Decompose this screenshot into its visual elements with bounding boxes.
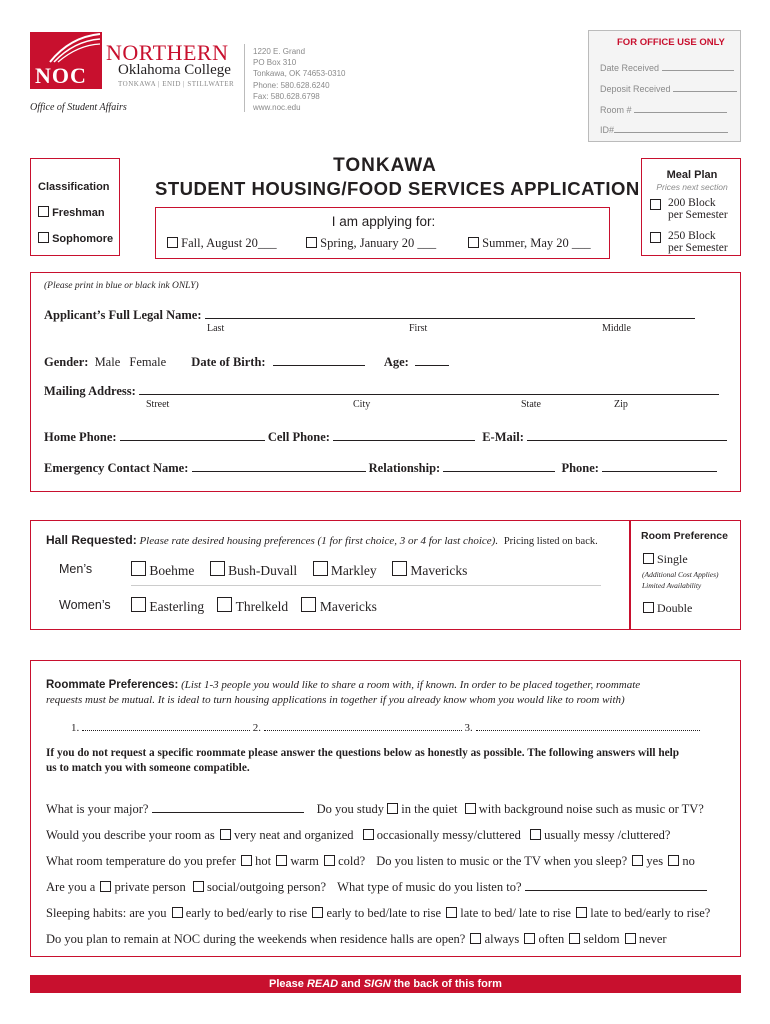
hall-option-mavericks-women[interactable] <box>301 599 376 614</box>
temp-warm-label: warm <box>290 854 319 868</box>
roommate-2-number: 2. <box>252 722 261 734</box>
temp-warm-checkbox[interactable] <box>276 855 287 866</box>
first-sublabel: First <box>409 323 428 334</box>
roommate-3-field[interactable] <box>476 720 700 731</box>
single-checkbox[interactable] <box>643 553 654 564</box>
address-line: PO Box 310 <box>253 58 297 68</box>
page-title: STUDENT HOUSING/FOOD SERVICES APPLICATION <box>155 178 640 199</box>
hall-option-markley[interactable] <box>313 563 377 578</box>
hall-option-bush-duvall[interactable] <box>210 563 297 578</box>
threlkeld-label: Threlkeld <box>235 599 289 614</box>
city-sublabel: City <box>353 399 371 410</box>
weekend-never-label: never <box>638 932 667 946</box>
classification-label: Classification <box>38 181 110 193</box>
weekend-question: Do you plan to remain at NOC during the weekends when residence halls are open? <box>46 932 466 946</box>
zip-sublabel: Zip <box>614 399 628 410</box>
meal-plan-note: Prices next section <box>656 182 728 192</box>
major-row <box>46 802 704 817</box>
full-name-field[interactable] <box>205 308 695 319</box>
compatibility-note <box>46 746 736 776</box>
sleeping-question: Sleeping habits: are you <box>46 906 167 920</box>
markley-rank-box[interactable] <box>313 561 328 576</box>
sleep-late-early-checkbox[interactable] <box>576 907 587 918</box>
sleeping-row <box>46 906 710 921</box>
room-occasional-label: occasionally messy/cluttered <box>376 828 521 842</box>
sleep-early-early-checkbox[interactable] <box>172 907 183 918</box>
room-messy-label: usually messy /cluttered? <box>544 828 671 842</box>
id-field[interactable] <box>614 122 728 133</box>
mavericks-men-label: Mavericks <box>410 563 468 578</box>
room-describe-question: Would you describe your room as <box>46 828 215 842</box>
sophomore-option[interactable] <box>38 232 113 245</box>
spring-checkbox[interactable] <box>306 237 317 248</box>
footer-text-c: and <box>338 978 364 990</box>
mavericks-women-rank-box[interactable] <box>301 597 316 612</box>
phone-row <box>44 430 727 445</box>
study-question: Do you study <box>316 802 385 816</box>
room-number-text: Room # <box>600 105 632 115</box>
single-option[interactable] <box>643 552 688 567</box>
date-received-field[interactable] <box>662 60 734 71</box>
mailing-label: Mailing Address: <box>44 384 136 398</box>
roommate-1-field[interactable] <box>82 720 250 731</box>
single-label: Single <box>657 552 688 566</box>
major-question: What is your major? <box>46 802 149 816</box>
music-type-question: What type of music do you listen to? <box>337 880 522 894</box>
hall-option-threlkeld[interactable] <box>217 599 288 614</box>
roommate-instr-b: requests must be mutual. It is ideal to turn housing applications in together if you already know whom you would like to room with) <box>46 694 625 706</box>
emergency-row <box>44 461 717 476</box>
cell-phone-label: Cell Phone: <box>267 430 330 444</box>
hall-header <box>46 533 598 547</box>
spring-option[interactable] <box>306 236 436 251</box>
roommate-header <box>46 678 731 708</box>
major-field[interactable] <box>152 802 304 813</box>
address-block <box>253 46 346 113</box>
weekend-always-label: always <box>484 932 520 946</box>
last-sublabel: Last <box>207 323 225 334</box>
sleep-music-no-checkbox[interactable] <box>668 855 679 866</box>
meal-250-line2: per Semester <box>668 242 728 254</box>
mavericks-men-rank-box[interactable] <box>392 561 407 576</box>
study-noise-checkbox[interactable] <box>465 803 476 814</box>
age-field[interactable] <box>415 355 449 366</box>
address-line: Fax: 580.628.6798 <box>253 91 320 101</box>
applying-for-label: I am applying for: <box>331 214 436 229</box>
meal-250-checkbox[interactable] <box>650 232 661 243</box>
room-preference-label: Room Preference <box>641 530 728 542</box>
date-received-text: Date Received <box>600 63 660 73</box>
single-note2: Limited Availability <box>642 581 702 590</box>
private-person-checkbox[interactable] <box>100 881 111 892</box>
meal-plan-box <box>641 158 741 256</box>
logo-name-line2: Oklahoma College <box>118 62 231 78</box>
compatibility-note-a: If you do not request a specific roommate please answer the questions below as honestly as possible. The following answers will help <box>46 747 680 759</box>
summer-checkbox[interactable] <box>468 237 479 248</box>
hall-divider <box>131 585 601 586</box>
spring-label: Spring, January 20 ___ <box>320 236 437 250</box>
temp-cold-label: cold? <box>338 854 366 868</box>
sophomore-label: Sophomore <box>52 233 114 245</box>
private-person-label: private person <box>114 880 186 894</box>
room-number-field[interactable] <box>634 102 727 113</box>
mens-halls <box>131 561 467 579</box>
hall-option-easterling[interactable] <box>131 599 204 614</box>
ink-note: (Please print in blue or black ink ONLY) <box>44 281 199 291</box>
home-phone-label: Home Phone: <box>44 430 117 444</box>
date-received-label <box>600 60 734 73</box>
weekend-seldom-label: seldom <box>583 932 620 946</box>
study-quiet-checkbox[interactable] <box>387 803 398 814</box>
hall-requested-label: Hall Requested: <box>46 533 137 547</box>
dob-label: Date of Birth: <box>191 355 266 369</box>
meal-200-line1: 200 Block <box>668 197 716 209</box>
weekend-never-checkbox[interactable] <box>625 933 636 944</box>
sleep-early-late-label: early to bed/late to rise <box>326 906 441 920</box>
roommate-1-number: 1. <box>71 722 80 734</box>
roommate-label: Roommate Preferences: <box>46 679 179 691</box>
address-line: 1220 E. Grand <box>253 47 306 56</box>
footer-text-e: the back of this form <box>390 978 502 990</box>
sleep-music-no-label: no <box>682 854 695 868</box>
weekend-always-checkbox[interactable] <box>470 933 481 944</box>
id-text: ID# <box>600 125 615 135</box>
sleep-late-late-label: late to bed/ late to rise <box>460 906 571 920</box>
emergency-contact-field[interactable] <box>192 461 366 472</box>
roommate-2-field[interactable] <box>264 720 462 731</box>
office-use-title: FOR OFFICE USE ONLY <box>617 37 725 48</box>
hall-instructions: Please rate desired housing preferences (1 for first choice, 3 or 4 for last choice). <box>139 535 499 547</box>
fall-label: Fall, August 20___ <box>181 236 277 250</box>
logo-campuses: TONKAWA | ENID | STILLWATER <box>118 80 235 88</box>
summer-option[interactable] <box>468 236 591 251</box>
deposit-received-label <box>600 81 737 94</box>
header-divider <box>244 44 245 112</box>
womens-label: Women’s <box>59 598 111 612</box>
gender-row <box>44 355 449 370</box>
sleep-music-yes-label: yes <box>646 854 664 868</box>
threlkeld-rank-box[interactable] <box>217 597 232 612</box>
relationship-label: Relationship: <box>368 461 441 475</box>
study-noise-label: with background noise such as music or TV? <box>478 802 704 816</box>
footer-read: READ <box>306 978 339 990</box>
easterling-rank-box[interactable] <box>131 597 146 612</box>
logo-name-line1: NORTHERN <box>106 40 229 65</box>
freshman-option[interactable] <box>38 206 105 219</box>
title-line1: TONKAWA <box>333 155 437 176</box>
classification-box <box>30 158 120 256</box>
sleep-early-late-checkbox[interactable] <box>312 907 323 918</box>
cell-phone-field[interactable] <box>333 430 475 441</box>
room-neat-checkbox[interactable] <box>220 829 231 840</box>
roommate-instr-a: (List 1-3 people you would like to share a room with, if known. In order to be placed together, roommate <box>181 679 641 691</box>
room-occasional-checkbox[interactable] <box>363 829 374 840</box>
sleep-early-early-label: early to bed/early to rise <box>185 906 308 920</box>
temp-hot-label: hot <box>255 854 272 868</box>
fall-option[interactable] <box>167 236 277 251</box>
meal-200-label <box>668 197 728 221</box>
emergency-phone-field[interactable] <box>602 461 717 472</box>
freshman-label: Freshman <box>52 207 105 219</box>
sleep-music-question: Do you listen to music or the TV when you sleep? <box>376 854 628 868</box>
personality-row <box>46 880 707 895</box>
name-row <box>44 308 695 323</box>
room-neat-label: very neat and organized <box>234 828 354 842</box>
address-line: Phone: 580.628.6240 <box>253 80 330 90</box>
state-sublabel: State <box>521 399 541 410</box>
double-label: Double <box>657 601 693 615</box>
weekend-seldom-checkbox[interactable] <box>569 933 580 944</box>
meal-250-line1: 250 Block <box>668 230 716 242</box>
boehme-label: Boehme <box>149 563 195 578</box>
street-sublabel: Street <box>146 399 170 410</box>
emergency-contact-label: Emergency Contact Name: <box>44 461 189 475</box>
footer-sign: SIGN <box>363 978 391 990</box>
dob-field[interactable] <box>273 355 365 366</box>
mens-label: Men’s <box>59 562 93 576</box>
weekend-row <box>46 932 667 947</box>
dept-name: Office of Student Affairs <box>30 102 127 113</box>
markley-label: Markley <box>330 563 377 578</box>
fall-checkbox[interactable] <box>167 237 178 248</box>
relationship-field[interactable] <box>443 461 555 472</box>
email-field[interactable] <box>527 430 727 441</box>
womens-halls <box>131 597 377 615</box>
office-use-box <box>588 30 741 142</box>
hall-requested-box <box>30 520 630 630</box>
meal-200-checkbox[interactable] <box>650 199 661 210</box>
meal-250-label <box>668 230 728 254</box>
roommate-box <box>30 660 741 957</box>
deposit-received-field[interactable] <box>673 81 737 92</box>
footer-bar <box>30 975 741 993</box>
applying-for-box <box>155 207 610 259</box>
single-note1: (Additional Cost Applies) <box>642 570 719 579</box>
home-phone-field[interactable] <box>120 430 265 441</box>
temp-hot-checkbox[interactable] <box>241 855 252 866</box>
weekend-often-label: often <box>538 932 565 946</box>
bush-duvall-rank-box[interactable] <box>210 561 225 576</box>
gender-female-option[interactable]: Female <box>129 355 167 369</box>
easterling-label: Easterling <box>149 599 205 614</box>
temp-cold-checkbox[interactable] <box>324 855 335 866</box>
footer-text-a: Please <box>269 978 307 990</box>
address-line: www.noc.edu <box>253 103 301 113</box>
hall-option-mavericks-men[interactable] <box>392 563 467 578</box>
deposit-received-text: Deposit Received <box>600 84 671 94</box>
applicant-info-box <box>30 272 741 492</box>
middle-sublabel: Middle <box>602 323 631 334</box>
sophomore-checkbox[interactable] <box>38 232 49 243</box>
address-line: Tonkawa, OK 74653-0310 <box>253 69 346 79</box>
social-person-checkbox[interactable] <box>193 881 204 892</box>
email-label: E-Mail: <box>482 430 524 444</box>
sleep-late-late-checkbox[interactable] <box>446 907 457 918</box>
mavericks-women-label: Mavericks <box>319 599 377 614</box>
id-label <box>600 122 728 135</box>
temperature-question: What room temperature do you prefer <box>46 854 236 868</box>
meal-plan-label: Meal Plan <box>666 169 718 181</box>
freshman-checkbox[interactable] <box>38 206 49 217</box>
social-person-label: social/outgoing person? <box>206 880 327 894</box>
room-preference-box <box>630 520 741 630</box>
room-number-label <box>600 102 727 115</box>
meal-200-line2: per Semester <box>668 209 728 221</box>
logo-abbr: NOC <box>35 63 87 88</box>
study-quiet-label: in the quiet <box>401 802 458 816</box>
hall-option-boehme[interactable] <box>131 563 194 578</box>
double-checkbox[interactable] <box>643 602 654 613</box>
boehme-rank-box[interactable] <box>131 561 146 576</box>
room-describe-row <box>46 828 670 843</box>
pricing-note: Pricing listed on back. <box>503 536 598 547</box>
temperature-row <box>46 854 695 869</box>
emergency-phone-label: Phone: <box>561 461 599 475</box>
age-label: Age: <box>383 355 409 369</box>
summer-label: Summer, May 20 ___ <box>482 236 591 250</box>
personality-question: Are you a <box>46 880 96 894</box>
sleep-music-yes-checkbox[interactable] <box>632 855 643 866</box>
compatibility-note-b: us to match you with someone compatible. <box>46 762 250 774</box>
sleep-late-early-label: late to bed/early to rise? <box>590 906 711 920</box>
bush-duvall-label: Bush-Duvall <box>228 563 298 578</box>
room-messy-checkbox[interactable] <box>530 829 541 840</box>
music-type-field[interactable] <box>525 880 707 891</box>
roommate-names-row <box>71 720 700 734</box>
gender-male-option[interactable]: Male <box>94 355 121 369</box>
mailing-address-field[interactable] <box>139 384 719 395</box>
roommate-3-number: 3. <box>464 722 473 734</box>
mailing-row <box>44 384 719 399</box>
gender-label: Gender: <box>44 355 89 369</box>
logo <box>30 32 102 89</box>
weekend-often-checkbox[interactable] <box>524 933 535 944</box>
name-label: Applicant’s Full Legal Name: <box>44 308 202 322</box>
double-option[interactable] <box>643 601 692 616</box>
